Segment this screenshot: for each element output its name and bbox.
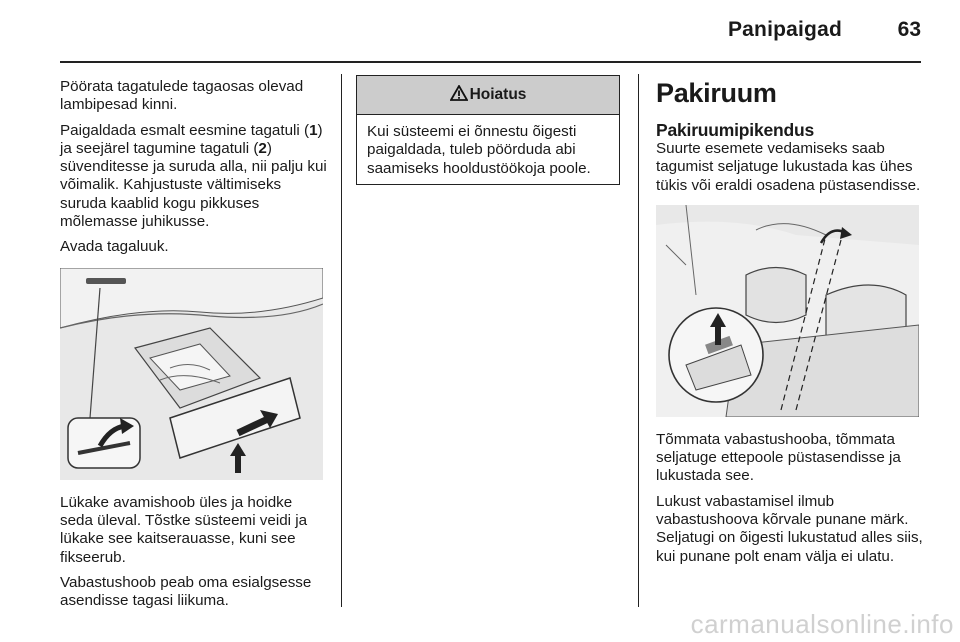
text-run: ) süvenditesse ja suruda alla, nii palju kui võimalik. Kahjustuste vältimiseks suruda kaablid kogu pikkuses mõlemasse juhikusse. [60, 139, 327, 231]
warning-title: Hoiatus [469, 86, 527, 103]
paragraph: Avada tagaluuk. [60, 238, 169, 256]
paragraph: Lukust vabastamisel ilmub vabastushoova kõrvale punane märk. Seljatugi on õigesti lukustatud alles siis, kui punane polt enam välja ei ulatu. [656, 492, 923, 565]
column-divider-left [341, 74, 342, 607]
callout-number: 1 [309, 121, 318, 139]
illustration-rear-seat [656, 205, 919, 417]
subsection-title: Pakiruumipikendus [656, 120, 815, 140]
paragraph: Suurte esemete vedamiseks saab tagumist seljatuge lukustada kas ühes tükis või eraldi osadena püstasendisse. [656, 140, 921, 194]
watermark: carmanualsonline.info [690, 609, 954, 639]
illustration-drawing [656, 205, 919, 417]
paragraph [60, 122, 328, 232]
paragraph: Pöörata tagatulede tagaosas olevad lambipesad kinni. [60, 78, 304, 114]
page-header-title: Panipaigad [727, 18, 842, 41]
text-run: Paigaldada esmalt eesmine tagatuli ( [60, 121, 310, 139]
callout-number: 2 [258, 139, 267, 157]
warning-text: Kui süsteemi ei õnnestu õigesti paigaldada, tuleb pöörduda abi saamiseks hooldustöökoja poole. [367, 123, 591, 177]
illustration-rear-carrier [60, 268, 323, 480]
section-title: Pakiruum [656, 78, 777, 108]
text-run: ) ja seejärel tagumine tagatuli ( [60, 121, 323, 157]
illustration-drawing [60, 268, 323, 480]
warning-triangle-icon [450, 85, 468, 106]
column-left [60, 78, 328, 617]
paragraph: Vabastushoob peab oma esialgsesse asendisse tagasi liikuma. [60, 573, 312, 610]
page-number: 63 [897, 18, 921, 41]
warning-header [357, 76, 619, 115]
warning-box [356, 75, 620, 185]
header-divider [60, 61, 921, 63]
column-divider-right [638, 74, 639, 607]
paragraph: Lükake avamishoob üles ja hoidke seda üleval. Tõstke süsteemi veidi ja lükake see kaitserauasse, kuni see fikseerub. [60, 493, 308, 566]
column-right [656, 78, 924, 573]
paragraph: Tõmmata vabastushooba, tõmmata seljatuge ettepoole püstasendisse ja lukustada see. [656, 430, 901, 485]
